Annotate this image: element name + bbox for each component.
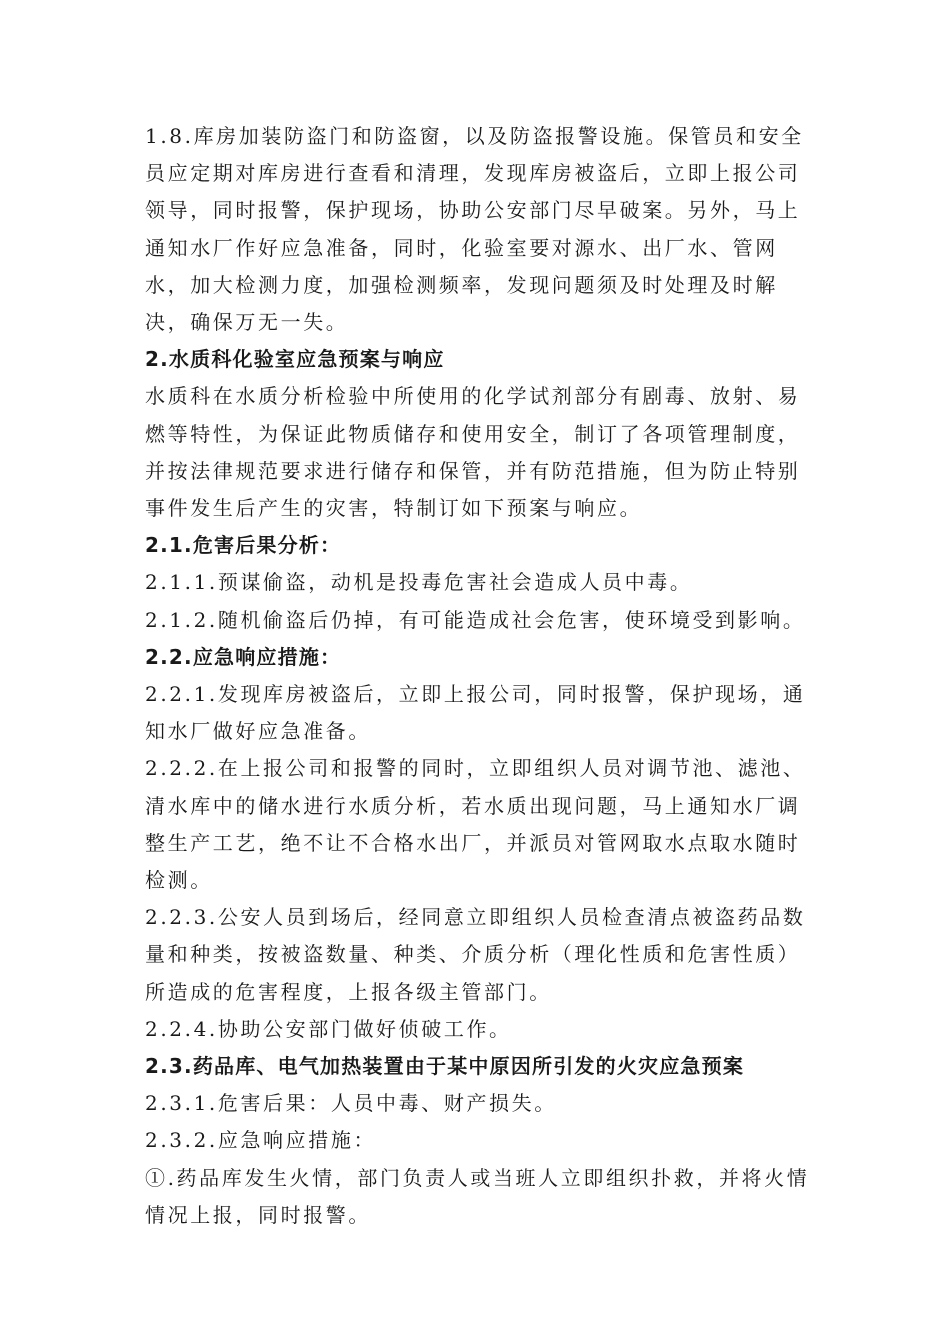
paragraph-2-2-4: 2.2.4.协助公安部门做好侦破工作。 xyxy=(145,1016,512,1041)
paragraph-2-3-1: 2.3.1.危害后果：人员中毒、财产损失。 xyxy=(145,1091,557,1116)
list-item-1: ①.药品库发生火情，部门负责人或当班人立即组织扑救，并将火情情况上报，同时报警。 xyxy=(145,1165,810,1227)
paragraph-2-1-2: 2.1.2.随机偷盗后仍掉，有可能造成社会危害，使环境受到影响。 xyxy=(145,607,806,632)
paragraph-2-2-2: 2.2.2.在上报公司和报警的同时，立即组织人员对调节池、滤池、清水库中的储水进行水质分析，若水质出现问题，马上通知水厂调整生产工艺，绝不让不合格水出厂，并派员对管网取水点取水随时检测。 xyxy=(145,756,806,893)
paragraph-2-1-1: 2.1.1.预谋偷盗，动机是投毒危害社会造成人员中毒。 xyxy=(145,570,693,595)
paragraph-1-8: 1.8.库房加装防盗门和防盗窗，以及防盗报警设施。保管员和安全员应定期对库房进行查看和清理，发现库房被盗后，立即上报公司领导，同时报警，保护现场，协助公安部门尽早破案。另外，马上通知水厂作好应急准备，同时，化验室要对源水、出厂水、管网水，加大检测力度，加强检测频率，发现问题须及时处理及时解决，确保万无一失。 xyxy=(145,124,804,335)
document-page xyxy=(145,118,813,1234)
section-heading-2-1: 2.1.危害后果分析： xyxy=(145,533,342,558)
paragraph-2-3-2: 2.3.2.应急响应措施： xyxy=(145,1128,377,1153)
paragraph-2-2-3: 2.2.3.公安人员到场后，经同意立即组织人员检查清点被盗药品数量和种类，按被盗数量、种类、介质分析（理化性质和危害性质）所造成的危害程度，上报各级主管部门。 xyxy=(145,905,806,1004)
section-heading-2: 2.水质科化验室应急预案与响应 xyxy=(145,347,445,372)
paragraph-2-intro: 水质科在水质分析检验中所使用的化学试剂部分有剧毒、放射、易燃等特性，为保证此物质储存和使用安全，制订了各项管理制度，并按法律规范要求进行储存和保管，并有防范措施，但为防止特别事件发生后产生的灾害，特制订如下预案与响应。 xyxy=(145,384,801,521)
section-heading-2-2: 2.2.应急响应措施： xyxy=(145,644,342,669)
section-heading-2-3: 2.3.药品库、电气加热装置由于某中原因所引发的火灾应急预案 xyxy=(145,1054,745,1079)
paragraph-2-2-1: 2.2.1.发现库房被盗后，立即上报公司，同时报警，保护现场，通知水厂做好应急准备。 xyxy=(145,682,806,744)
